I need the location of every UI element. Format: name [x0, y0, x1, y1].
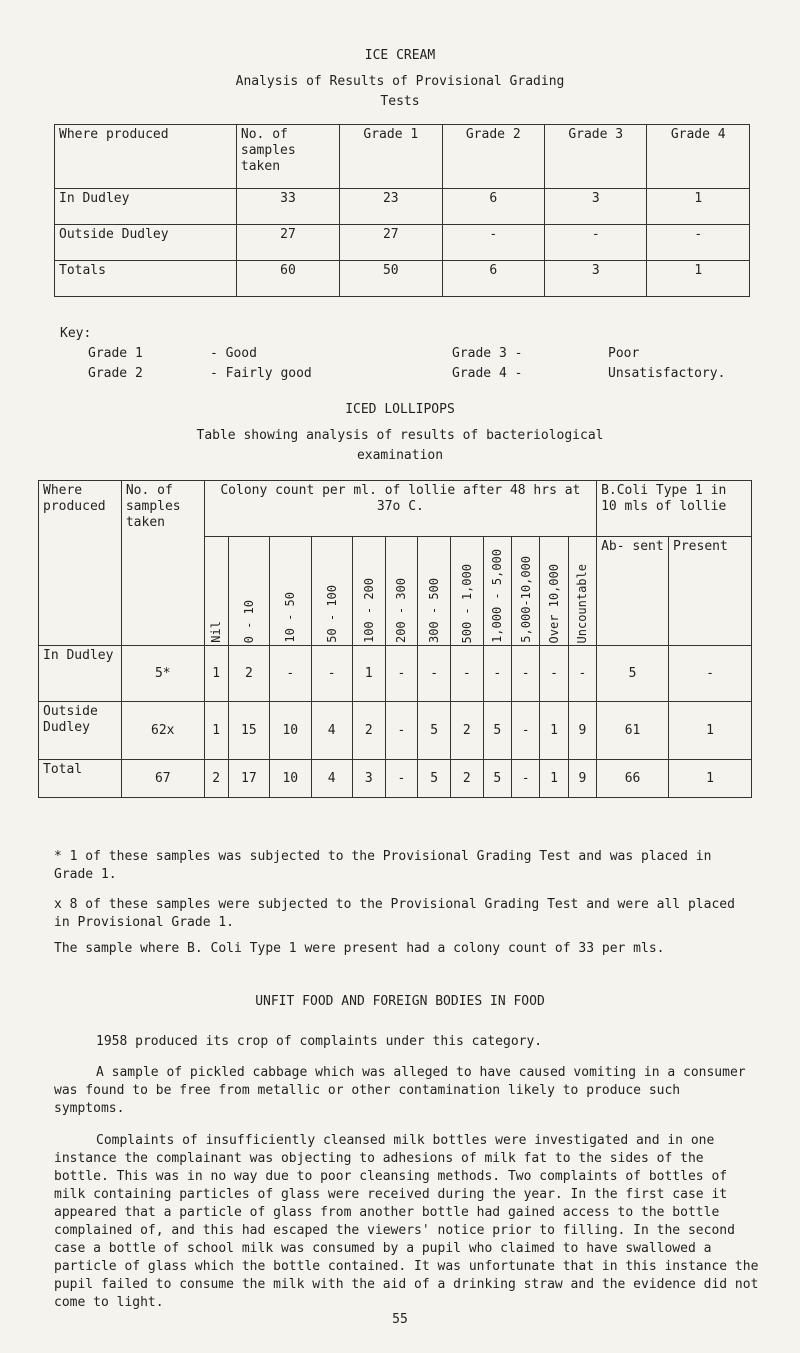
- count-cell: 2: [450, 760, 483, 798]
- header-cell: Grade 4: [647, 125, 750, 189]
- table-row: [39, 760, 752, 798]
- count-cell: 1: [540, 702, 568, 760]
- range-header: [568, 537, 596, 646]
- row-where: Outside Dudley: [39, 702, 122, 760]
- count-cell: -: [512, 760, 540, 798]
- count-cell: -: [512, 702, 540, 760]
- count-cell: 5: [483, 760, 511, 798]
- header-bcoli: B.Coli Type 1 in 10 mls of lollie: [597, 481, 752, 537]
- count-cell: 2: [450, 702, 483, 760]
- count-cell: -: [512, 646, 540, 702]
- ice-cream-title: ICE CREAM: [364, 48, 436, 63]
- footnote-x: x 8 of these samples were subjected to the Provisional Grading Test and were all placed in Provisional Grade 1.: [54, 897, 735, 930]
- header-cell: Grade 2: [442, 125, 544, 189]
- count-cell: 10: [270, 702, 311, 760]
- range-header: [311, 537, 352, 646]
- range-label: 200 - 300: [394, 577, 409, 643]
- count-cell: 5: [418, 702, 451, 760]
- count-cell: -: [568, 646, 596, 702]
- key-desc: Poor: [608, 346, 640, 361]
- range-header: [512, 537, 540, 646]
- range-header: [385, 537, 418, 646]
- range-header: [418, 537, 451, 646]
- table-cell: 33: [236, 189, 339, 225]
- range-header: [540, 537, 568, 646]
- row-where: Total: [39, 760, 122, 798]
- table-cell: 60: [236, 261, 339, 297]
- range-label: Over 10,000: [546, 563, 561, 643]
- table-cell: -: [647, 225, 750, 261]
- table-row: [55, 225, 750, 261]
- key-grade: Grade 2: [88, 366, 143, 381]
- range-label: 50 - 100: [324, 585, 339, 643]
- lollipops-subtitle-1: Table showing analysis of results of bacteriological: [196, 428, 604, 443]
- count-cell: 15: [228, 702, 269, 760]
- range-label: 100 - 200: [361, 577, 376, 643]
- range-header: [352, 537, 385, 646]
- table-cell: 27: [340, 225, 442, 261]
- table-cell: In Dudley: [55, 189, 237, 225]
- key-desc: - Fairly good: [210, 366, 312, 381]
- key-grade: Grade 4 -: [452, 366, 523, 381]
- range-header: [483, 537, 511, 646]
- count-cell: -: [311, 646, 352, 702]
- absent-cell: 66: [597, 760, 669, 798]
- header-present: Present: [669, 537, 752, 646]
- footnote-star: * 1 of these samples was subjected to the Provisional Grading Test and was placed in Grade 1.: [54, 849, 712, 882]
- table-cell: 23: [340, 189, 442, 225]
- table-row: [39, 702, 752, 760]
- table-cell: Totals: [55, 261, 237, 297]
- key-desc: - Good: [210, 346, 257, 361]
- count-cell: -: [385, 702, 418, 760]
- count-cell: 4: [311, 702, 352, 760]
- table-cell: 1: [647, 261, 750, 297]
- key-desc: Unsatisfactory.: [608, 366, 726, 381]
- count-cell: -: [483, 646, 511, 702]
- header-cell: Grade 3: [545, 125, 647, 189]
- row-samples: 5*: [121, 646, 204, 702]
- header-cell: Grade 1: [340, 125, 442, 189]
- range-label: 500 - 1,000: [459, 563, 474, 643]
- page-number: 55: [392, 1312, 408, 1327]
- header-cell: No. of samples taken: [236, 125, 339, 189]
- range-header: [450, 537, 483, 646]
- range-header: [228, 537, 269, 646]
- count-cell: 4: [311, 760, 352, 798]
- table-cell: -: [545, 225, 647, 261]
- footnote-bcoli: The sample where B. Coli Type 1 were present had a colony count of 33 per mls.: [54, 941, 665, 956]
- table-cell: 1: [647, 189, 750, 225]
- count-cell: 1: [204, 646, 228, 702]
- range-label: 300 - 500: [427, 577, 442, 643]
- key-label: Key:: [60, 326, 92, 341]
- table-cell: 3: [545, 261, 647, 297]
- row-where: In Dudley: [39, 646, 122, 702]
- table-cell: 6: [442, 261, 544, 297]
- count-cell: 1: [352, 646, 385, 702]
- count-cell: 1: [540, 760, 568, 798]
- header-cell: Where produced: [55, 125, 237, 189]
- lollipops-table: [38, 480, 752, 798]
- table-cell: 27: [236, 225, 339, 261]
- table-row: [55, 189, 750, 225]
- ice-cream-subtitle-2: Tests: [380, 94, 420, 109]
- count-cell: 5: [418, 760, 451, 798]
- key-grade: Grade 3 -: [452, 346, 523, 361]
- header-where: Where produced: [39, 481, 122, 646]
- header-absent: Ab- sent: [597, 537, 669, 646]
- range-header: [204, 537, 228, 646]
- count-cell: 2: [204, 760, 228, 798]
- table-cell: 6: [442, 189, 544, 225]
- count-cell: -: [270, 646, 311, 702]
- count-cell: 2: [228, 646, 269, 702]
- present-cell: 1: [669, 702, 752, 760]
- table-cell: Outside Dudley: [55, 225, 237, 261]
- count-cell: -: [450, 646, 483, 702]
- count-cell: 17: [228, 760, 269, 798]
- range-label: Nil: [209, 621, 224, 643]
- paragraph: Complaints of insufficiently cleansed milk bottles were investigated and in one instance the complainant was objecting to adhesions of milk fat to the sides of the bottle. This was in no way due to poor cleansing methods. Two complaints of bottles of milk containing particles of glass were received during the year. In the first case it appeared that a particle of glass from another bottle had gained access to the bottle complained of, and this had escaped the viewers' notice prior to filling. In the second case a bottle of school milk was consumed by a pupil who claimed to have swallowed a particle of glass which the bottle contained. It was unfortunate that in this instance the pupil failed to consume the milk with the aid of a drinking straw and the evidence did not come to light.: [54, 1133, 759, 1310]
- table-row: [39, 646, 752, 702]
- absent-cell: 5: [597, 646, 669, 702]
- count-cell: 2: [352, 702, 385, 760]
- lollipops-subtitle-2: examination: [356, 448, 444, 463]
- key-grade: Grade 1: [88, 346, 143, 361]
- range-label: Uncountable: [575, 563, 590, 643]
- range-label: 5,000-10,000: [518, 556, 533, 643]
- range-header: [270, 537, 311, 646]
- range-label: 0 - 10: [241, 599, 256, 643]
- table-cell: -: [442, 225, 544, 261]
- table-cell: 3: [545, 189, 647, 225]
- count-cell: 5: [483, 702, 511, 760]
- range-label: 1,000 - 5,000: [490, 549, 505, 643]
- paragraph: A sample of pickled cabbage which was alleged to have caused vomiting in a consumer was found to be free from metallic or other contamination likely to produce such symptoms.: [54, 1065, 746, 1116]
- header-colony: Colony count per ml. of lollie after 48 hrs at 37o C.: [204, 481, 596, 537]
- table-row: [55, 261, 750, 297]
- count-cell: -: [385, 646, 418, 702]
- count-cell: 3: [352, 760, 385, 798]
- count-cell: -: [540, 646, 568, 702]
- ice-cream-subtitle-1: Analysis of Results of Provisional Grading: [235, 74, 565, 89]
- count-cell: -: [385, 760, 418, 798]
- lollipops-title: ICED LOLLIPOPS: [345, 402, 455, 417]
- ice-cream-table: [54, 124, 750, 297]
- count-cell: -: [418, 646, 451, 702]
- row-samples: 62x: [121, 702, 204, 760]
- count-cell: 9: [568, 760, 596, 798]
- present-cell: 1: [669, 760, 752, 798]
- count-cell: 9: [568, 702, 596, 760]
- unfit-food-heading: UNFIT FOOD AND FOREIGN BODIES IN FOOD: [255, 994, 545, 1009]
- header-samples: No. of samples taken: [121, 481, 204, 646]
- count-cell: 1: [204, 702, 228, 760]
- range-label: 10 - 50: [283, 592, 298, 643]
- count-cell: 10: [270, 760, 311, 798]
- table-cell: 50: [340, 261, 442, 297]
- row-samples: 67: [121, 760, 204, 798]
- present-cell: -: [669, 646, 752, 702]
- absent-cell: 61: [597, 702, 669, 760]
- paragraph: 1958 produced its crop of complaints under this category.: [96, 1034, 543, 1049]
